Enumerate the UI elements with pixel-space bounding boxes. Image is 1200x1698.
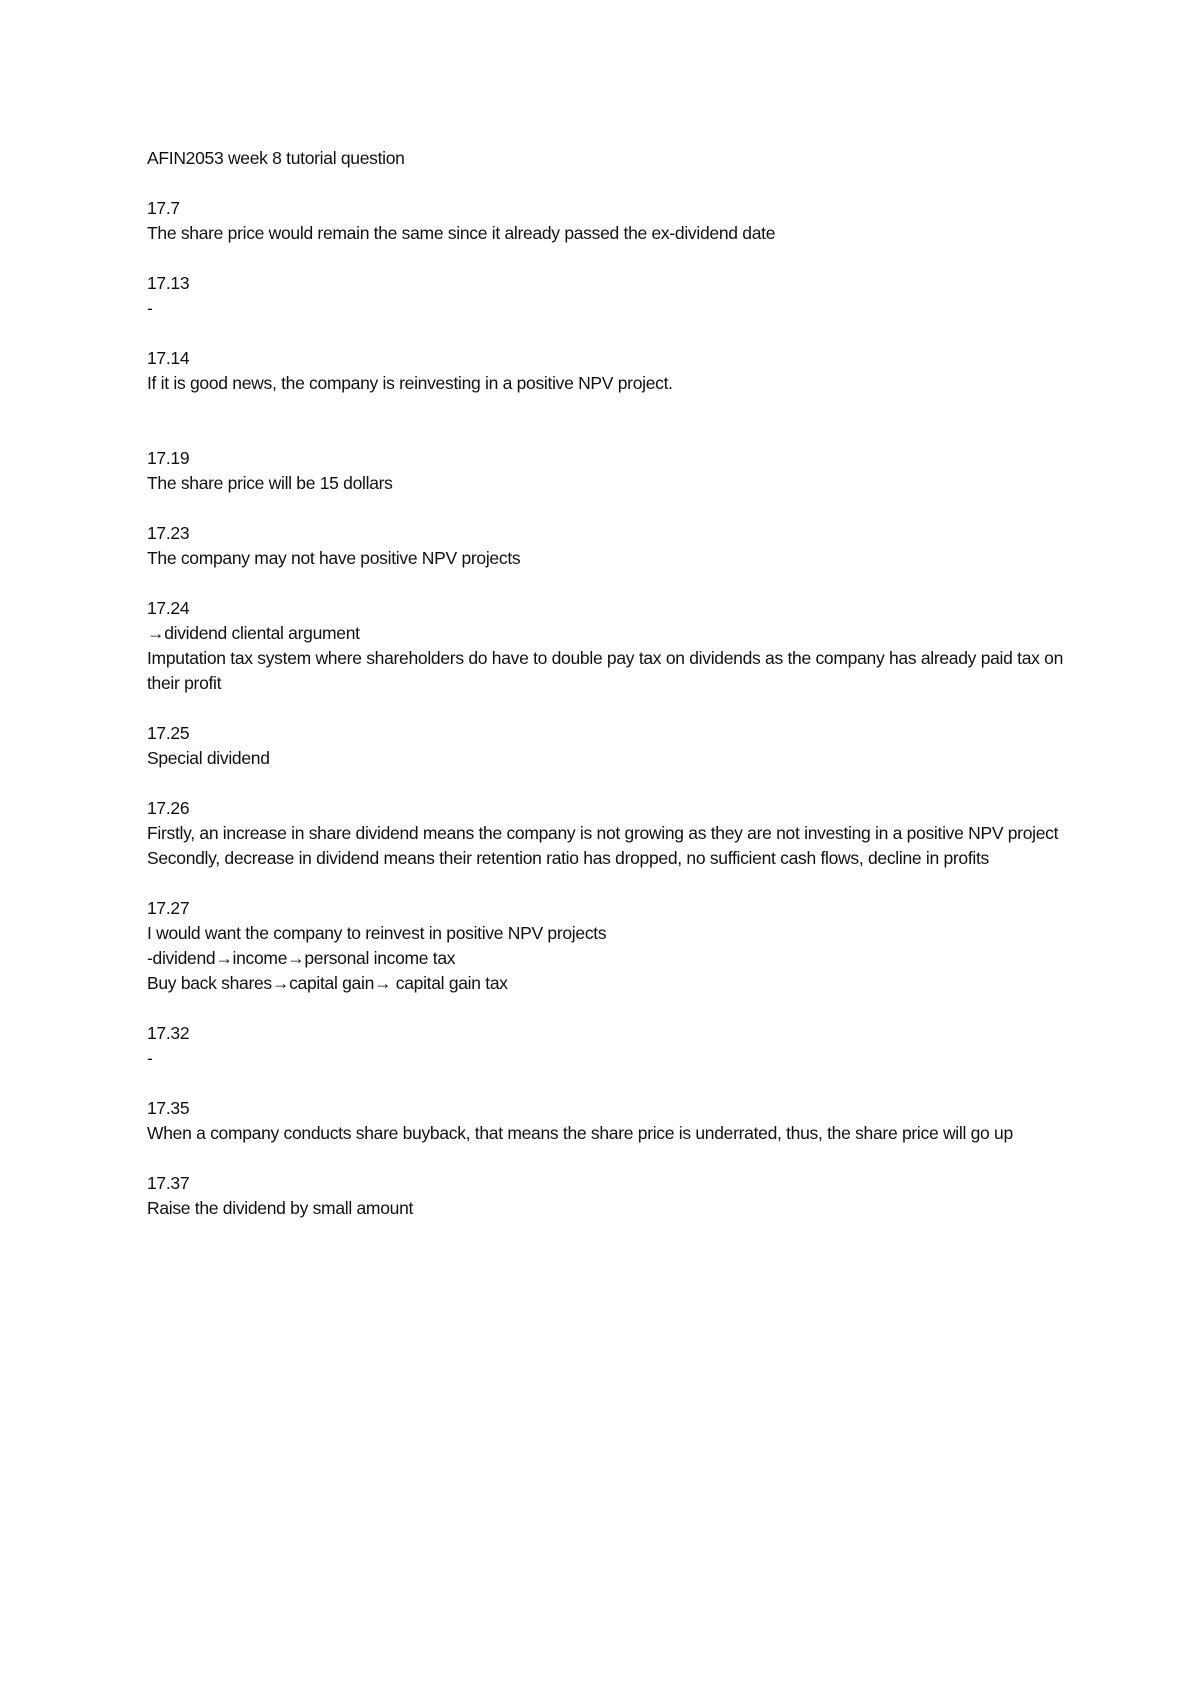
question-17-32: [147, 1021, 1067, 1071]
question-number: 17.25: [147, 723, 190, 743]
question-number: 17.27: [147, 898, 190, 918]
answer-line: The share price will be 15 dollars: [147, 473, 393, 493]
question-17-19: [147, 446, 1067, 496]
question-17-14: [147, 346, 1067, 396]
question-number: 17.35: [147, 1098, 190, 1118]
question-17-27: [147, 896, 1067, 996]
answer-line: →dividend cliental argument: [147, 623, 360, 643]
answer-line: -: [147, 1048, 153, 1068]
answer-line: -: [147, 298, 153, 318]
question-17-7: [147, 196, 1067, 246]
question-17-35: [147, 1096, 1067, 1146]
answer-line: The company may not have positive NPV projects: [147, 548, 521, 568]
answer-line: The share price would remain the same since it already passed the ex-dividend date: [147, 223, 776, 243]
question-number: 17.14: [147, 348, 190, 368]
question-number: 17.37: [147, 1173, 190, 1193]
question-17-26: [147, 796, 1067, 871]
question-number: 17.7: [147, 198, 180, 218]
question-number: 17.32: [147, 1023, 190, 1043]
answer-line: Special dividend: [147, 748, 270, 768]
question-17-23: [147, 521, 1067, 571]
document-body: [147, 146, 1067, 1246]
answer-line: Secondly, decrease in dividend means their retention ratio has dropped, no sufficient cash flows, decline in profits: [147, 848, 990, 868]
question-number: 17.24: [147, 598, 190, 618]
question-17-24: [147, 596, 1067, 696]
answer-line: Imputation tax system where shareholders do have to double pay tax on dividends as the company has already paid tax on their profit: [147, 648, 1064, 693]
question-number: 17.23: [147, 523, 190, 543]
answer-line: Firstly, an increase in share dividend means the company is not growing as they are not investing in a positive NPV project: [147, 823, 1059, 843]
answer-line: -dividend→income→personal income tax: [147, 948, 456, 968]
answer-line: Buy back shares→capital gain→ capital gain tax: [147, 973, 508, 993]
question-number: 17.13: [147, 273, 190, 293]
question-number: 17.19: [147, 448, 190, 468]
answer-line: If it is good news, the company is reinvesting in a positive NPV project.: [147, 373, 673, 393]
question-number: 17.26: [147, 798, 190, 818]
question-17-25: [147, 721, 1067, 771]
document-title: AFIN2053 week 8 tutorial question: [147, 148, 405, 168]
question-17-37: [147, 1171, 1067, 1221]
answer-line: When a company conducts share buyback, that means the share price is underrated, thus, the share price will go up: [147, 1123, 1013, 1143]
answer-line: Raise the dividend by small amount: [147, 1198, 414, 1218]
answer-line: I would want the company to reinvest in positive NPV projects: [147, 923, 607, 943]
question-17-13: [147, 271, 1067, 321]
